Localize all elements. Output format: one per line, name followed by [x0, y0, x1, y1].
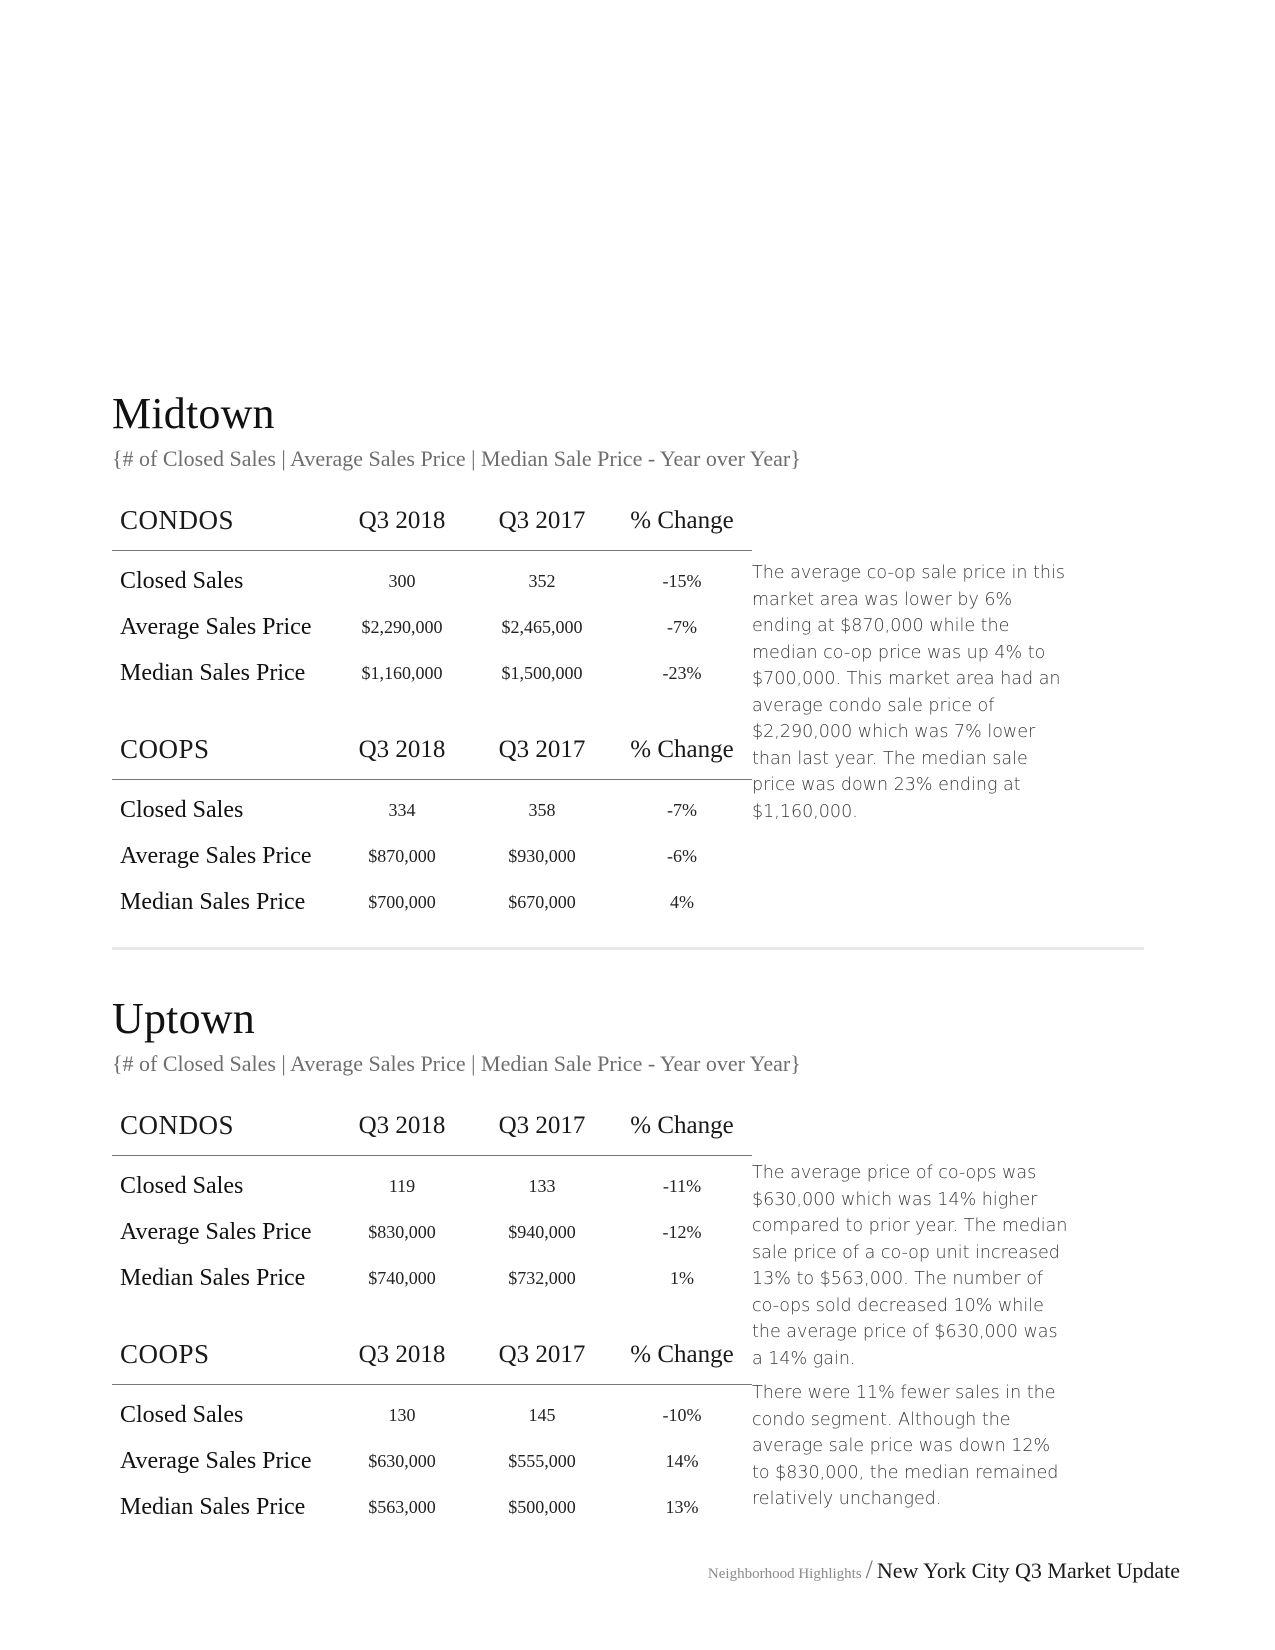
commentary-paragraph: The average price of co-ops was $630,000 which was 14% higher compared to prior year. The median sale price of a co-op unit increased 13% to $563,000. The number of co-ops sold decreased 10% while the average price of $630,000 was a 14% gain. — [752, 1163, 1068, 1369]
cell-q3-2018: $870,000 — [368, 845, 436, 866]
row-label: Median Sales Price — [120, 659, 306, 686]
cell-q3-2017: $732,000 — [508, 1267, 576, 1288]
condos-table — [112, 505, 752, 696]
table-row — [112, 833, 752, 879]
column-header: % Change — [612, 734, 752, 780]
midtown-commentary — [752, 560, 1072, 833]
stats-tables — [112, 1110, 752, 1530]
cell-q3-2017: $940,000 — [508, 1221, 576, 1242]
row-label: Closed Sales — [120, 1401, 244, 1428]
cell-q3-2017: $500,000 — [508, 1496, 576, 1517]
cell-q3-2018: $1,160,000 — [361, 662, 443, 683]
cell-q3-2018: $630,000 — [368, 1450, 436, 1471]
column-header: % Change — [612, 1110, 752, 1156]
table-header-row — [112, 1110, 752, 1156]
cell-q3-2017: 358 — [528, 799, 556, 820]
row-label: Median Sales Price — [120, 1493, 306, 1520]
cell-change: -7% — [667, 616, 697, 637]
cell-q3-2017: $930,000 — [508, 845, 576, 866]
row-label: Closed Sales — [120, 796, 244, 823]
cell-q3-2017: $670,000 — [508, 891, 576, 912]
cell-q3-2017: 352 — [528, 570, 556, 591]
coops-table — [112, 734, 752, 925]
column-header: Q3 2018 — [332, 734, 472, 780]
row-label: Median Sales Price — [120, 1264, 306, 1291]
cell-change: 13% — [665, 1496, 699, 1517]
cell-q3-2018: $740,000 — [368, 1267, 436, 1288]
cell-q3-2018: $830,000 — [368, 1221, 436, 1242]
cell-q3-2018: $700,000 — [368, 891, 436, 912]
row-label: Closed Sales — [120, 1172, 244, 1199]
uptown-commentary — [752, 1160, 1072, 1521]
table-row — [112, 604, 752, 650]
commentary-paragraph: There were 11% fewer sales in the condo segment. Although the average sale price was down 12% to $830,000, the median remained relatively unchanged. — [752, 1383, 1059, 1509]
table-row — [112, 1156, 752, 1210]
cell-q3-2018: 119 — [388, 1175, 416, 1196]
table-row — [112, 1438, 752, 1484]
table-row — [112, 879, 752, 925]
table-heading: COOPS — [112, 734, 332, 780]
table-row — [112, 551, 752, 605]
column-header: Q3 2018 — [332, 1110, 472, 1156]
row-label: Average Sales Price — [120, 1218, 312, 1245]
cell-change: 1% — [670, 1267, 694, 1288]
row-label: Average Sales Price — [120, 842, 312, 869]
footer-section-label: Neighborhood Highlights — [707, 1566, 862, 1582]
cell-change: -10% — [662, 1404, 702, 1425]
column-header: % Change — [612, 1339, 752, 1385]
stats-tables — [112, 505, 752, 925]
column-header: Q3 2017 — [472, 734, 612, 780]
column-header: Q3 2018 — [332, 505, 472, 551]
section-title: Midtown — [112, 389, 275, 438]
cell-q3-2018: $563,000 — [368, 1496, 436, 1517]
cell-change: -12% — [662, 1221, 702, 1242]
cell-q3-2017: $1,500,000 — [501, 662, 583, 683]
cell-q3-2017: $2,465,000 — [501, 616, 583, 637]
coops-table — [112, 1339, 752, 1530]
table-row — [112, 650, 752, 696]
section-title: Uptown — [112, 994, 255, 1043]
row-label: Average Sales Price — [120, 613, 312, 640]
table-header-row — [112, 1339, 752, 1385]
cell-q3-2017: 133 — [528, 1175, 556, 1196]
cell-change: -11% — [662, 1175, 702, 1196]
cell-q3-2017: 145 — [528, 1404, 556, 1425]
section-subtitle: {# of Closed Sales | Average Sales Price | Median Sale Price - Year over Year} — [112, 446, 801, 471]
table-heading: COOPS — [112, 1339, 332, 1385]
row-label: Average Sales Price — [120, 1447, 312, 1474]
table-row — [112, 1209, 752, 1255]
cell-q3-2018: $2,290,000 — [361, 616, 443, 637]
cell-q3-2018: 130 — [388, 1404, 416, 1425]
cell-q3-2018: 334 — [388, 799, 416, 820]
column-header: Q3 2017 — [472, 505, 612, 551]
column-header: Q3 2017 — [472, 1339, 612, 1385]
section-divider — [112, 947, 1144, 950]
table-row — [112, 780, 752, 834]
cell-change: -6% — [667, 845, 697, 866]
condos-table — [112, 1110, 752, 1301]
table-row — [112, 1255, 752, 1301]
page-footer — [708, 1555, 1180, 1585]
table-heading: CONDOS — [112, 505, 332, 551]
row-label: Closed Sales — [120, 567, 244, 594]
table-heading: CONDOS — [112, 1110, 332, 1156]
section-subtitle: {# of Closed Sales | Average Sales Price | Median Sale Price - Year over Year} — [112, 1051, 801, 1076]
table-header-row — [112, 734, 752, 780]
cell-change: -7% — [667, 799, 697, 820]
cell-change: 14% — [665, 1450, 699, 1471]
table-row — [112, 1484, 752, 1530]
cell-change: 4% — [670, 891, 694, 912]
commentary-paragraph: The average co-op sale price in this market area was lower by 6% ending at $870,000 while the median co-op price was up 4% to $700,000. This market area had an average condo sale price of $2,290,000 which was 7% lower than last year. The median sale price was down 23% ending at $1,160,000. — [752, 563, 1065, 822]
cell-q3-2017: $555,000 — [508, 1450, 576, 1471]
column-header: Q3 2017 — [472, 1110, 612, 1156]
table-row — [112, 1385, 752, 1439]
footer-report-title: New York City Q3 Market Update — [876, 1558, 1180, 1583]
cell-change: -15% — [662, 570, 702, 591]
column-header: Q3 2018 — [332, 1339, 472, 1385]
row-label: Median Sales Price — [120, 888, 306, 915]
footer-separator: / — [865, 1555, 873, 1584]
cell-change: -23% — [662, 662, 702, 683]
column-header: % Change — [612, 505, 752, 551]
table-header-row — [112, 505, 752, 551]
cell-q3-2018: 300 — [388, 570, 416, 591]
